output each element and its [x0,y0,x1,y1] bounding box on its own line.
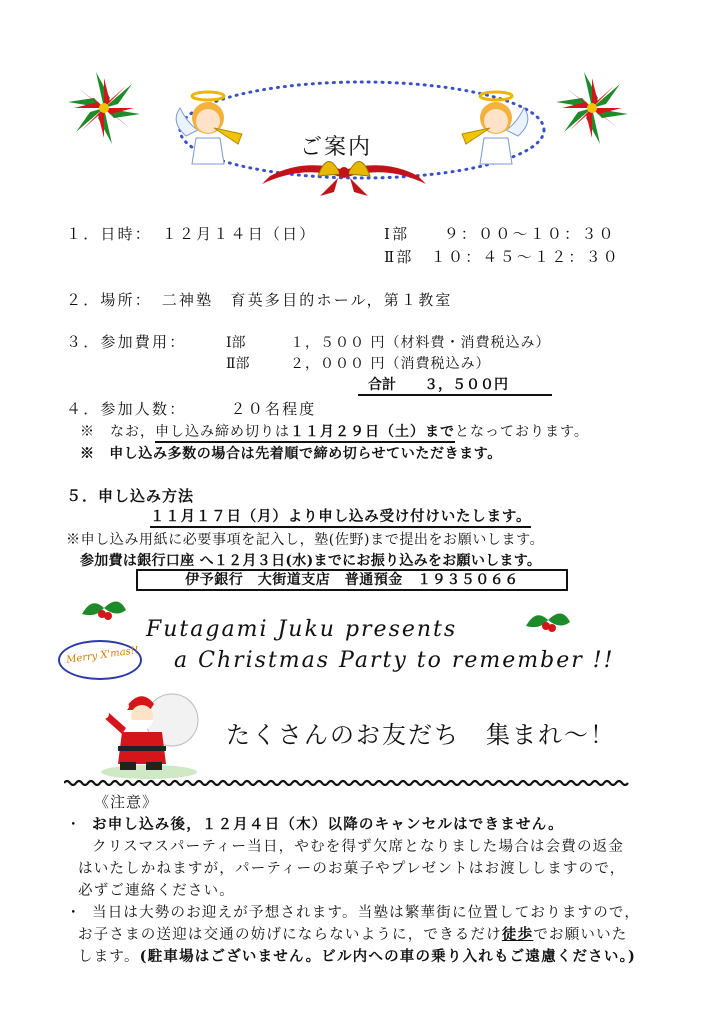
page-title: ご案内 [300,135,373,160]
poinsettia-icon [556,72,628,144]
note1-line2: クリスマスパーティー当日，やむを得ず欠席となりました場合は会費の返金 [92,839,625,855]
note2-line1: 当日は大勢のお迎えが予想されます。当塾は繁華街に位置しておりますので， [92,905,641,921]
first-come-note: ※ 申し込み多数の場合は先着順で締め切らせていただきます。 [80,446,502,462]
fee2-part: Ⅱ部 [226,356,250,372]
ribbon-bells-icon [262,161,426,196]
deadline-note: ※ なお，申し込み締め切りは１１月２９日（土）までとなっております。 [80,421,589,441]
bubble-text: Merry X'mas!! [65,644,140,667]
wavy-divider [64,779,660,787]
apply-start: １１月１７日（月）より申し込み受け付けいたします。 [150,505,531,528]
fee2-amount: ２，０００ 円（消費税込み） [290,356,491,372]
apply-heading: ５．申し込み方法 [66,487,195,505]
poinsettia-icon [68,72,140,144]
angel-icon [462,92,528,164]
holly-icon [78,592,128,632]
part2-time: Ⅱ部 １０：４５〜１２：３０ [384,248,620,266]
banner-line2: a Christmas Party to remember !! [174,648,615,673]
santa-icon [94,676,204,780]
participants-line: ４．参加人数： ２０名程度 [66,400,317,418]
note2-bullet: ・ [66,905,82,921]
part1-time: Ⅰ部 ９：００〜１０：３０ [384,225,616,243]
note1-line1: お申し込み後，１２月４日（木）以降のキャンセルはできません。 [92,816,564,833]
fee-total: 合計 ３，５００円 [358,374,552,396]
date-line: １．日時： １２月１４日（日） [66,225,317,243]
tagline: たくさんのお友だち 集まれ〜！ [226,721,616,749]
banner-line1: Futagami Juku presents [146,617,458,642]
note1-line3: はいたしかねますが，パーティーのお菓子やプレゼントはお渡ししますので， [78,861,626,877]
fee-label: ３．参加費用： [66,333,187,351]
notes-heading: 《注意》 [94,793,159,811]
bank-box: 伊予銀行 大街道支店 普通預金 １９３５０６６ [136,569,568,591]
note2-line2: お子さまの送迎は交通の妨げにならないように，できるだけ徒歩でお願いいた [78,926,628,943]
note2-line3: します。(駐車場はございません。ビル内への車の乗り入れもご遠慮ください。) [78,948,637,965]
note1-bullet: ・ [66,817,82,833]
form-note: ※申し込み用紙に必要事項を記入し，塾(佐野)まで提出をお願いします。 [66,532,545,548]
fee1-amount: １，５００ 円（材料費・消費税込み） [290,335,551,351]
payment-note: 参加費は銀行口座 へ１２月３日(水)までにお振り込みをお願いします。 [80,553,542,569]
holly-icon [522,604,572,644]
place-line: ２．場所： 二神塾 育英多目的ホール，第１教室 [66,291,453,309]
angel-icon [176,92,242,164]
fee1-part: Ⅰ部 [226,335,246,351]
note1-line4: 必ずご連絡ください。 [78,883,235,899]
